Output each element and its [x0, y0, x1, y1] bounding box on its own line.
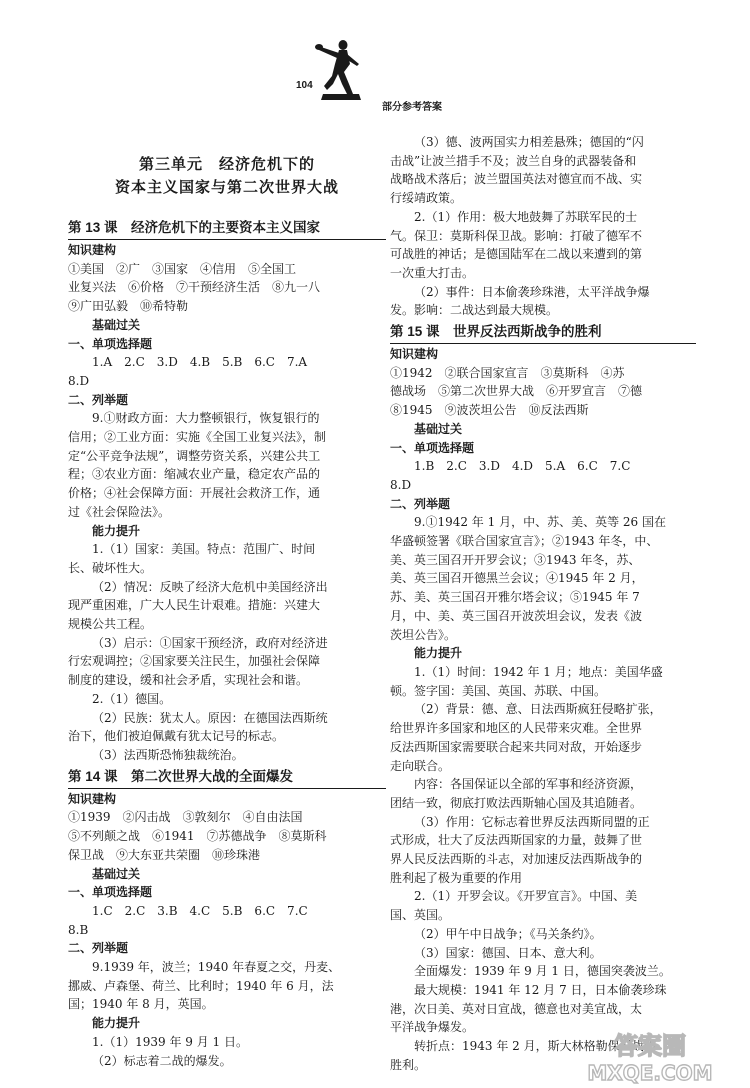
section-heading: 知识建构: [68, 791, 117, 806]
answer-line: 9.①财政方面：大力整顿银行，恢复银行的: [92, 411, 320, 426]
answer-line: 走向联合。: [390, 758, 451, 773]
answer-line: 价格；④社会保障方面：开展社会救济工作，通: [68, 486, 321, 501]
answer-line: 保卫战 ⑨大东亚共荣圈 ⑩珍珠港: [68, 847, 261, 862]
unit-title-line-1: 第三单元 经济危机下的: [138, 156, 315, 173]
answer-line: 胜利起了极为重要的作用: [390, 870, 523, 885]
answer-line: ⑤不列颠之战 ⑥1941 ⑦苏德战争 ⑧莫斯科: [68, 829, 327, 844]
answer-line: （2）民族：犹太人。原因：在德国法西斯统: [92, 710, 328, 725]
section-heading: 能力提升: [92, 523, 141, 538]
answer-line: 9.1939 年，波兰；1940 年春夏之交，丹麦、: [92, 960, 341, 975]
watermark-line-2: MXQE.COM: [587, 1061, 713, 1085]
section-heading: 知识建构: [390, 347, 439, 362]
lesson-heading-text: 第 13 课 经济危机下的主要资本主义国家: [68, 218, 386, 240]
answer-line: 月，中、美、英三国召开波茨坦会议，发表《波: [390, 608, 643, 623]
answer-line: 给世界许多国家和地区的人民带来灾难。全世界: [390, 721, 643, 736]
answer-line: 可战胜的神话；是德国陆军在二战以来遭到的第: [390, 247, 643, 262]
section-heading: 能力提升: [92, 1016, 141, 1031]
answer-line: 顿。签字国：美国、英国、苏联、中国。: [390, 683, 607, 698]
answer-line: （3）法西斯恐怖独裁统治。: [92, 747, 244, 762]
answer-line: 转折点：1943 年 2 月，斯大林格勒保卫战的: [414, 1039, 656, 1054]
answer-line: ①1939 ②闪击战 ③敦刻尔 ④自由法国: [68, 810, 303, 825]
answer-line: ①1942 ②联合国家宣言 ③莫斯科 ④苏: [390, 365, 625, 380]
answer-line: 定“公平竞争法规”，调整劳资关系，兴建公共工: [68, 448, 321, 463]
answer-line: 8.D: [390, 477, 412, 492]
section-heading: 二、列举题: [390, 496, 451, 511]
unit-title-line-2: 资本主义国家与第二次世界大战: [114, 179, 339, 196]
answer-line: 过《社会保险法》。: [68, 504, 171, 519]
answer-line: 长、破坏性大。: [68, 560, 153, 575]
answer-line: ⑨广田弘毅 ⑩希特勒: [68, 299, 189, 314]
answer-line: ①美国 ②广 ③国家 ④信用 ⑤全国工: [68, 261, 297, 276]
answer-line: 最大规模：1941 年 12 月 7 日，日本偷袭珍珠: [414, 982, 667, 997]
section-heading: 基础过关: [414, 421, 463, 436]
answer-line: 制度的建设，缓和社会矛盾，实现社会和谐。: [68, 673, 309, 688]
answer-line: 德战场 ⑤第二次世界大战 ⑥开罗宣言 ⑦德: [390, 384, 643, 399]
discus-thrower-logo: [313, 38, 368, 100]
answer-line: 2.（1）开罗会议。《开罗宣言》。中国、美: [414, 889, 638, 904]
answer-line: （3）启示：①国家干预经济，政府对经济进: [92, 635, 328, 650]
answer-line: 战略战术落后；波兰盟国英法对德宣而不战、实: [390, 172, 643, 187]
answer-line: 美、英三国召开德黑兰会议；④1945 年 2 月，: [390, 571, 644, 586]
answer-line: 治下，他们被迫佩戴有犹太记号的标志。: [68, 729, 285, 744]
answer-line: 1.B 2.C 3.D 4.D 5.A 6.C 7.C: [414, 459, 631, 474]
page-header: [0, 0, 750, 115]
answer-line: 1.A 2.C 3.D 4.B 5.B 6.C 7.A: [92, 355, 308, 370]
answer-line: 平洋战争爆发。: [390, 1020, 475, 1035]
answer-line: 信用；②工业方面：实施《全国工业复兴法》，制: [68, 430, 327, 445]
answer-line: （3）德、波两国实力相差悬殊；德国的“闪: [414, 135, 644, 149]
section-heading: 二、列举题: [68, 941, 129, 956]
answer-line: 华盛顿签署《联合国家宣言》；②1943 年冬，中、: [390, 534, 659, 549]
section-heading: 能力提升: [414, 646, 463, 661]
section-heading: 知识建构: [68, 243, 117, 257]
section-heading: 一、单项选择题: [68, 885, 153, 900]
answer-line: 气。保卫：莫斯科保卫战。影响：打破了德军不: [390, 228, 643, 243]
answer-line: 内容：各国保证以全部的军事和经济资源，: [414, 777, 643, 792]
answer-line: （3）国家：德国、日本、意大利。: [414, 945, 602, 960]
lesson-heading: [68, 767, 386, 789]
answer-line: 国、英国。: [390, 908, 451, 923]
answer-line: 行宏观调控；②国家要关注民生，加强社会保障: [68, 654, 321, 669]
answer-line: 美、英三国召开开罗会议；③1943 年冬，苏、: [390, 552, 641, 567]
answer-line: ⑧1945 ⑨波茨坦公告 ⑩反法西斯: [390, 403, 589, 418]
answer-line: （2）甲午中日战争；《马关条约》。: [414, 926, 602, 941]
answer-line: 一次重大打击。: [390, 265, 475, 280]
answer-line: （2）情况：反映了经济大危机中美国经济出: [92, 579, 328, 594]
lesson-heading-text: 第 15 课 世界反法西斯战争的胜利: [390, 322, 696, 344]
section-heading: 一、单项选择题: [68, 336, 153, 351]
left-column: [68, 216, 386, 1070]
answer-line: 全面爆发：1939 年 9 月 1 日，德国突袭波兰。: [414, 964, 671, 979]
lesson-heading: [68, 218, 386, 240]
watermark-line-1: 答案圈: [614, 1032, 686, 1060]
section-heading: 一、单项选择题: [390, 440, 475, 455]
answer-line: 现严重困难，广大人民生计艰难。措施：兴建大: [68, 598, 321, 613]
answer-line: 9.①1942 年 1 月，中、苏、美、英等 26 国在: [414, 515, 666, 530]
answer-line: 挪威、卢森堡、荷兰、比利时；1940 年 6 月，法: [68, 978, 334, 993]
right-column: [390, 133, 696, 1074]
answer-line: 行绥靖政策。: [390, 191, 463, 206]
answer-line: 1.（1）时间：1942 年 1 月；地点：美国华盛: [414, 664, 663, 679]
answer-line: 茨坦公告》。: [390, 627, 457, 642]
lesson-heading-text: 第 14 课 第二次世界大战的全面爆发: [68, 767, 386, 789]
answer-line: 胜利。: [390, 1057, 427, 1072]
answer-line: 8.B: [68, 922, 89, 937]
answer-line: 国；1940 年 8 月，英国。: [68, 997, 214, 1012]
answer-line: 港，次日美、英对日宣战，德意也对美宣战，太: [390, 1001, 643, 1016]
answer-line: 2.（1）德国。: [92, 691, 172, 706]
section-heading: 二、列举题: [68, 392, 129, 407]
answer-line: 8.D: [68, 373, 90, 388]
answer-line: 团结一致，彻底打败法西斯轴心国及其追随者。: [390, 795, 643, 810]
answer-line: 2.（1）作用：极大地鼓舞了苏联军民的士: [414, 209, 638, 224]
page-number: 104: [296, 80, 313, 91]
answer-line: 业复兴法 ⑥价格 ⑦干预经济生活 ⑧九一八: [68, 280, 321, 295]
answer-line: 式形成，壮大了反法西斯国家的力量，鼓舞了世: [390, 833, 643, 848]
answer-line: 规模公共工程。: [68, 617, 153, 632]
answer-line: 1.（1）1939 年 9 月 1 日。: [92, 1034, 248, 1049]
answer-line: 程；③农业方面：缩减农业产量，稳定农产品的: [68, 467, 321, 482]
answer-line: （3）作用：它标志着世界反法西斯同盟的正: [414, 814, 650, 829]
answer-line: 苏、美、英三国召开雅尔塔会议；⑤1945 年 7: [390, 590, 640, 605]
watermark-logo: [560, 1030, 740, 1085]
answer-line: 1.（1）国家：美国。特点：范围广、时间: [92, 542, 316, 557]
section-heading: 基础过关: [92, 317, 141, 332]
answer-line: 界人民反法西斯的斗志，对加速反法西斯战争的: [390, 852, 643, 867]
answer-line: 击战”让波兰措手不及；波兰自身的武器装备和: [390, 153, 637, 168]
answer-line: （2）标志着二战的爆发。: [92, 1053, 232, 1068]
answer-line: （2）事件：日本偷袭珍珠港，太平洋战争爆: [414, 284, 650, 299]
answer-line: （2）背景：德、意、日法西斯疯狂侵略扩张，: [414, 702, 662, 717]
answer-line: 发。影响：二战达到最大规模。: [390, 303, 559, 318]
answer-line: 1.C 2.C 3.B 4.C 5.B 6.C 7.C: [92, 903, 308, 918]
answer-line: 反法西斯国家需要联合起来共同对敌，开始逐步: [390, 739, 643, 754]
lesson-heading: [390, 322, 696, 344]
section-heading: 基础过关: [92, 866, 141, 881]
header-label: 部分参考答案: [382, 102, 442, 113]
